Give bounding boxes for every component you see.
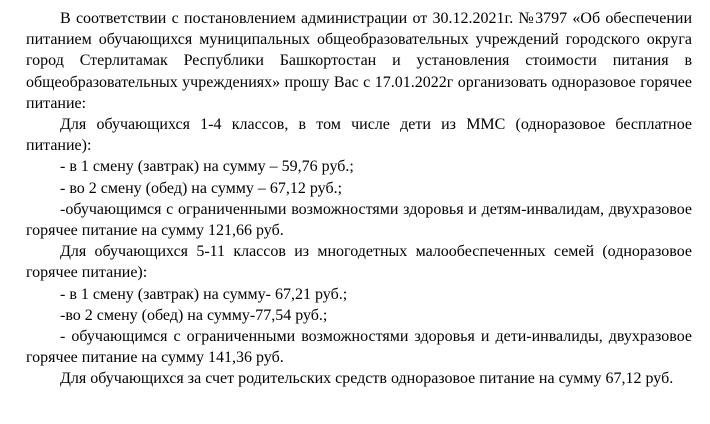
document-body: [26, 8, 692, 390]
item-shift-1-breakfast: - в 1 смену (завтрак) на сумму – 59,76 руб.;: [60, 158, 354, 176]
item-shift-2-lunch-5-11: -во 2 смену (обед) на сумму-77,54 руб.;: [60, 306, 328, 324]
item-disabled-students-5-11: - обучающимся с ограниченными возможностями здоровья и дети-инвалиды, двухразовое горячее питание на сумму 141,36 руб.: [26, 328, 692, 367]
paragraph-intro: В соответствии с постановлением администрации от 30.12.2021г. №3797 «Об обеспечении питанием обучающихся муниципальных общеобразовательных учреждений городского округа город Стерлитамак Республики Башкортостан и установления стоимости питания в общеобразовательных учреждениях» прошу Вас с 17.01.2022г организовать одноразовое горячее питание:: [26, 10, 692, 112]
item-shift-1-breakfast-5-11: - в 1 смену (завтрак) на сумму- 67,21 руб.;: [60, 285, 348, 303]
paragraph-grades-1-4: Для обучающихся 1-4 классов, в том числе дети из ММС (одноразовое бесплатное питание):: [26, 116, 692, 155]
item-shift-2-lunch: - во 2 смену (обед) на сумму – 67,12 руб.;: [60, 179, 343, 197]
item-disabled-students: -обучающимся с ограниченными возможностями здоровья и детям-инвалидам, двухразовое горячее питание на сумму 121,66 руб.: [26, 200, 692, 240]
paragraph-grades-5-11: Для обучающихся 5-11 классов из многодетных малообеспеченных семей (одноразовое горячее питание):: [26, 243, 692, 282]
paragraph-parental-funds: Для обучающихся за счет родительских средств одноразовое питание на сумму 67,12 руб.: [60, 370, 674, 388]
